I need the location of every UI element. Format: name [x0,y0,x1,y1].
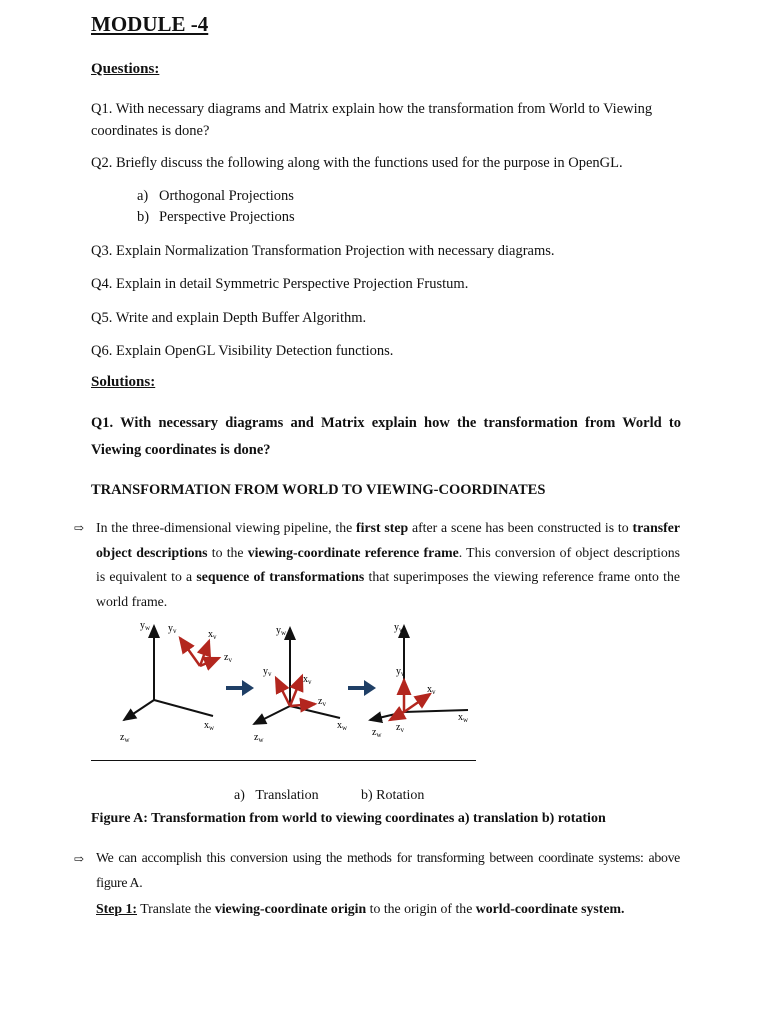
question-5: Q5. Write and explain Depth Buffer Algorithm. [91,310,367,326]
transition-arrow-icon [226,680,254,696]
label-yw: $y_w$ [394,622,405,634]
label-zv: $z_v$ [318,696,326,708]
label-zv: $z_v$ [224,652,232,664]
step-1: Step 1: Translate the viewing-coordinate origin to the origin of the world-coordinate system. [96,901,625,916]
question-3: Q3. Explain Normalization Transformation Projection with necessary diagrams. [91,243,555,259]
bullet-paragraph-1: In the three-dimensional viewing pipeline, the first step after a scene has been constructed is to transfer object descriptions to the viewing-coordinate reference frame. This conversion of object descriptions is equivalent to a sequence of transformations that superimposes the viewing reference frame onto the world frame. [96,520,680,609]
subcaption-a: a) Translation [234,788,319,803]
section-title: TRANSFORMATION FROM WORLD TO VIEWING-COORDINATES [91,482,546,498]
question-2: Q2. Briefly discuss the following along with the functions used for the purpose in OpenGL. [91,155,623,171]
figure-divider [91,760,476,761]
label-zv: $z_v$ [396,722,404,734]
list-item: b) Perspective Projections [137,209,295,225]
label-xv: $x_v$ [427,684,436,696]
label-yv: $y_v$ [396,666,405,678]
label-zw: $z_w$ [372,727,382,739]
arrow-bullet-icon: ⇨ [74,852,85,866]
questions-heading: Questions: [91,61,160,77]
subcaption-b: b) Rotation [361,788,425,803]
label-xw: $x_w$ [458,712,469,724]
question-2-list [137,186,295,228]
label-zw: $z_w$ [120,732,130,744]
world-axes-3 [370,626,468,720]
label-yw: $y_w$ [276,625,287,637]
question-6: Q6. Explain OpenGL Visibility Detection functions. [91,343,394,359]
label-xw: $x_w$ [337,720,348,732]
question-4: Q4. Explain in detail Symmetric Perspective Projection Frustum. [91,276,469,292]
label-xw: $x_w$ [204,720,215,732]
world-axes-1 [124,626,213,720]
label-yv: $y_v$ [263,666,272,678]
solution-q1-heading: Q1. With necessary diagrams and Matrix explain how the transformation from World to Viewing coordinates is done? [91,415,681,458]
label-xv: $x_v$ [303,674,312,686]
figure-caption: Figure A: Transformation from world to viewing coordinates a) translation b) rotation [91,811,606,826]
coordinate-transformation-figure [108,614,478,749]
label-zw: $z_w$ [254,732,264,744]
viewing-axes-1 [180,638,219,666]
module-title: MODULE -4 [91,12,209,36]
question-1: Q1. With necessary diagrams and Matrix explain how the transformation from World to Viewing coordinates is done? [91,101,653,139]
solutions-heading: Solutions: [91,374,156,390]
label-yv: $y_v$ [168,623,177,635]
label-yw: $y_w$ [140,620,151,632]
bullet-paragraph-2: We can accomplish this conversion using the methods for transforming between coordinate systems: above figure A. [96,850,680,890]
list-item: a) Orthogonal Projections [137,188,294,204]
transition-arrow-icon [348,680,376,696]
label-xv: $x_v$ [208,629,217,641]
arrow-bullet-icon: ⇨ [74,521,85,535]
